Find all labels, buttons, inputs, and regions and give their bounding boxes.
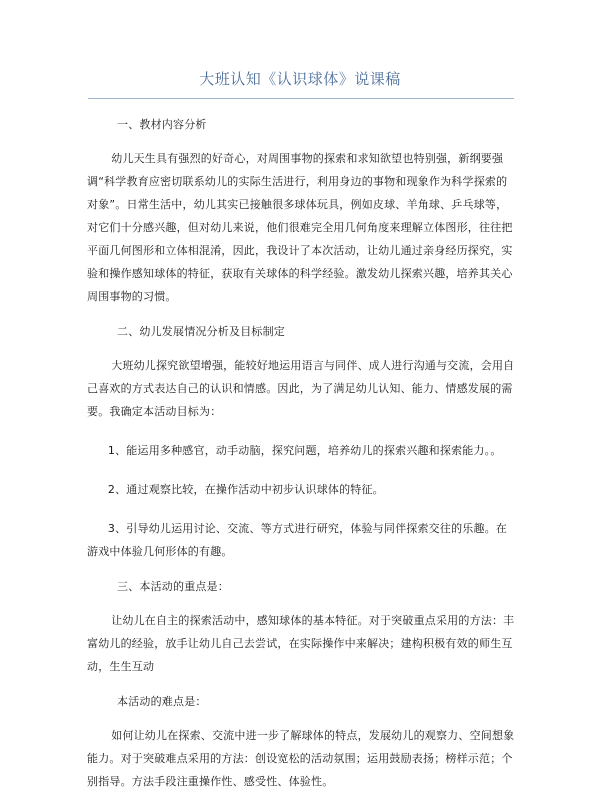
section-heading-difficulty: 本活动的难点是： (117, 695, 207, 708)
document-title: 大班认知《认识球体》说课稿 (199, 70, 401, 88)
section-heading-teaching-material: 一、教材内容分析 (117, 118, 207, 131)
goal-item-3: 3、引导幼儿运用讨论、交流、等方式进行研究，体验与同伴探索交往的乐趣。在游戏中体验几何形体的有趣。 (87, 522, 508, 558)
title-underline (88, 98, 514, 99)
goal-item-1: 1、能运用多种感官，动手动脑，探究问题，培养幼儿的探索兴趣和探索能力。。 (107, 444, 502, 457)
paragraph-development-analysis: 大班幼儿探究欲望增强，能较好地运用语言与同伴、成人进行沟通与交流，会用自己喜欢的方式表达自己的认识和情感。因此，为了满足幼儿认知、能力、情感发展的需要。我确定本活动目标为： (87, 359, 515, 418)
paragraph-difficulty: 如何让幼儿在探索、交流中进一步了解球体的特点，发展幼儿的观察力、空间想象能力。对于突破难点采用的方法：创设宽松的活动氛围；运用鼓励表扬；榜样示范；个别指导。方法手段注重操作性、感受性、体验性。 (87, 729, 515, 788)
paragraph-key-point: 让幼儿在自主的探索活动中，感知球体的基本特征。对于突破重点采用的方法：丰富幼儿的经验，放手让幼儿自己去尝试，在实际操作中来解决；建构积极有效的师生互动，生生互动 (87, 614, 515, 673)
section-heading-development-goals: 二、幼儿发展情况分析及目标制定 (117, 325, 285, 338)
section-heading-key-point: 三、本活动的重点是： (117, 580, 229, 593)
goal-item-2: 2、通过观察比较，在操作活动中初步认识球体的特征。 (107, 483, 384, 496)
document-body (87, 115, 517, 793)
paragraph-teaching-material: 幼儿天生具有强烈的好奇心，对周围事物的探索和求知欲望也特别强，新纲要强调“科学教育应密切联系幼儿的实际生活进行，利用身边的事物和现象作为科学探索的对象”。日常生活中，幼儿其实已接触很多球体玩具，例如皮球、羊角球、乒乓球等，对它们十分感兴趣，但对幼儿来说，他们很难完全用几何角度来理解立体图形，往往把平面几何图形和立体相混淆，因此，我设计了本次活动，让幼儿通过亲身经历探究，实验和操作感知球体的特征，获取有关球体的科学经验。激发幼儿探索兴趣，培养其关心周围事物的习惯。 (87, 152, 513, 303)
